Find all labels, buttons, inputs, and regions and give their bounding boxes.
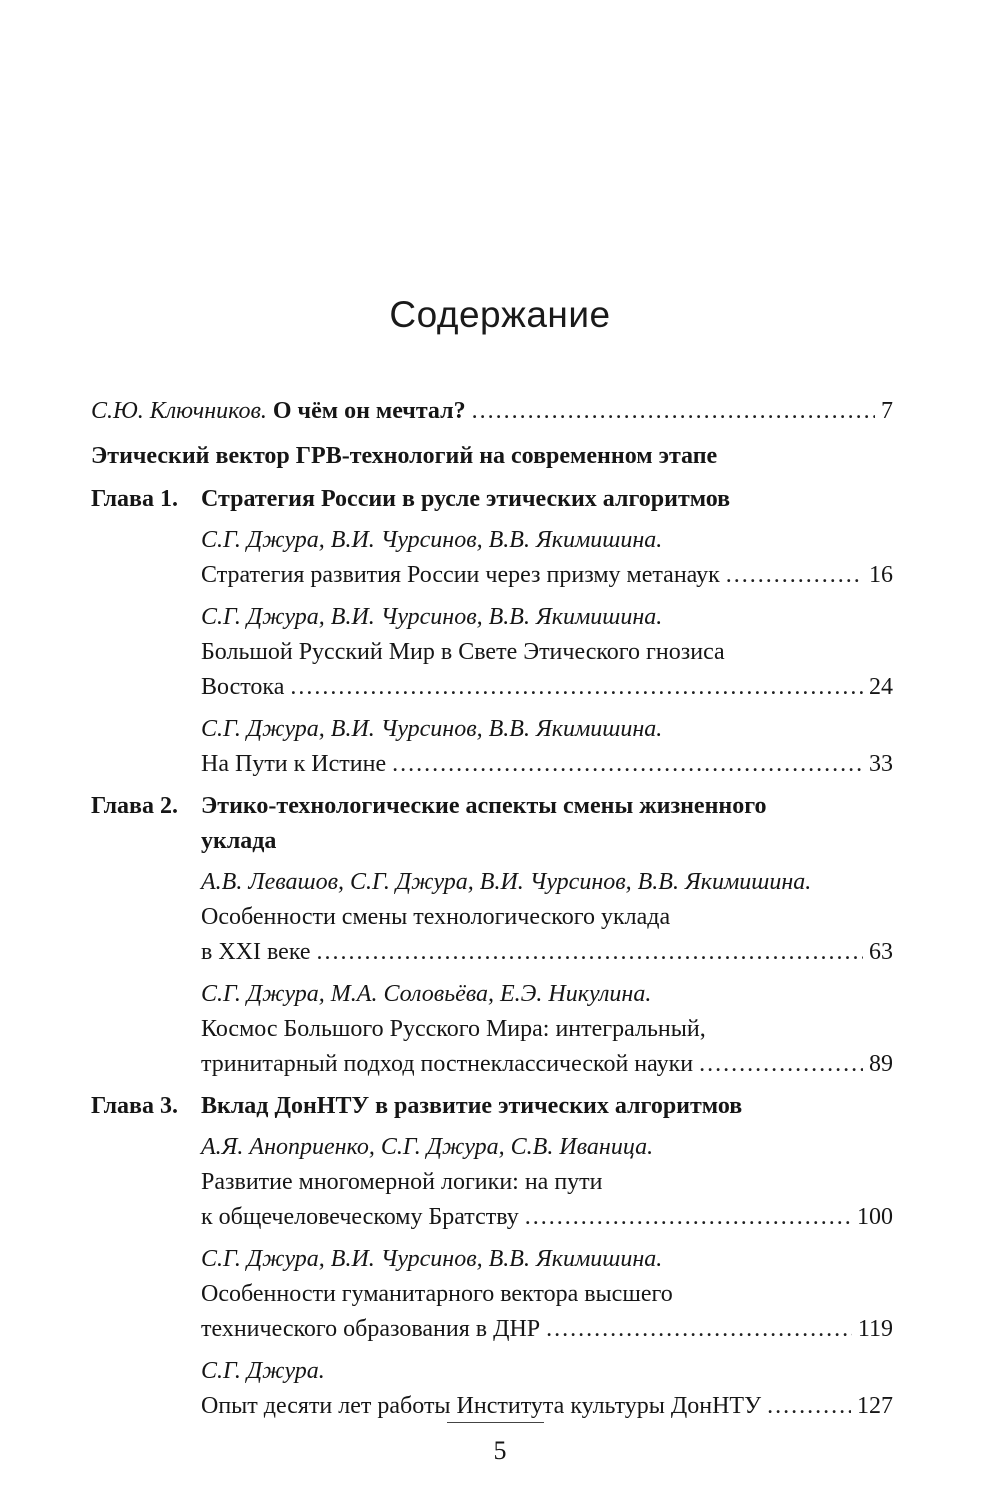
entry-authors: С.Г. Джура. (201, 1358, 325, 1384)
entry-title-line (201, 1389, 893, 1424)
entry-authors: С.Г. Джура, В.И. Чурсинов, В.В. Якимишина. (201, 527, 663, 553)
entry-authors: С.Г. Джура, В.И. Чурсинов, В.В. Якимишина. (201, 716, 663, 742)
chapter-number: Глава 2. (91, 793, 178, 819)
table-of-contents (91, 394, 893, 1431)
chapter-title: Вклад ДонНТУ в развитие этических алгоритмов (201, 1093, 743, 1119)
toc-intro-entry[interactable] (91, 394, 893, 429)
entry-page-number: 63 (869, 939, 893, 965)
entry-title: Особенности смены технологического уклада (201, 904, 671, 930)
entry-title-continued: в XXI веке (201, 939, 311, 965)
footer-divider (447, 1422, 544, 1423)
entry-title-line (201, 1047, 893, 1082)
entry-authors: А.В. Левашов, С.Г. Джура, В.И. Чурсинов, В.В. Якимишина. (201, 869, 812, 895)
entry-page-number: 119 (857, 1316, 893, 1342)
dot-leader (699, 1047, 863, 1082)
chapter-title: Стратегия России в русле этических алгоритмов (201, 486, 731, 512)
toc-entry[interactable] (201, 600, 893, 705)
dot-leader (726, 558, 863, 593)
entry-authors: С.Г. Джура, В.И. Чурсинов, В.В. Якимишина. (201, 604, 663, 630)
dot-leader (767, 1389, 851, 1424)
entry-page-number: 89 (869, 1051, 893, 1077)
page-title: Содержание (389, 294, 611, 335)
intro-text (91, 394, 466, 429)
chapter-1-heading[interactable] (91, 482, 893, 517)
entry-title-line (201, 1200, 893, 1235)
section-heading: Этический вектор ГРВ-технологий на современном этапе (91, 443, 718, 469)
toc-entry[interactable] (201, 977, 893, 1082)
entry-title: Развитие многомерной логики: на пути (201, 1169, 603, 1195)
chapter-number: Глава 1. (91, 486, 178, 512)
toc-entry[interactable] (201, 1242, 893, 1347)
toc-entry[interactable] (201, 712, 893, 782)
entry-title-continued: к общечеловеческому Братству (201, 1204, 519, 1230)
entry-title-line (201, 747, 893, 782)
intro-title: О чём он мечтал? (272, 398, 466, 424)
entry-title: Большой Русский Мир в Свете Этического гнозиса (201, 639, 725, 665)
toc-entry[interactable] (201, 1130, 893, 1235)
intro-author: С.Ю. Ключников. (91, 398, 267, 424)
entry-title: На Пути к Истине (201, 751, 387, 777)
chapter-3-heading[interactable] (91, 1089, 893, 1124)
chapter-title: Этико-технологические аспекты смены жизненного уклада (201, 793, 767, 854)
entry-title-line (201, 935, 893, 970)
entry-title: Стратегия развития России через призму метанаук (201, 562, 720, 588)
entry-title: Космос Большого Русского Мира: интегральный, (201, 1016, 706, 1042)
entry-page-number: 33 (869, 751, 893, 777)
dot-leader (290, 670, 863, 705)
chapter-2-heading[interactable] (91, 789, 893, 859)
entry-authors: А.Я. Аноприенко, С.Г. Джура, С.В. Иваница. (201, 1134, 654, 1160)
toc-entry[interactable] (201, 1354, 893, 1424)
dot-leader (525, 1200, 851, 1235)
dot-leader (472, 394, 875, 429)
dot-leader (546, 1312, 852, 1347)
entry-title-line (201, 1312, 893, 1347)
entry-page-number: 24 (869, 674, 893, 700)
toc-entry[interactable] (201, 865, 893, 970)
entry-title-line (201, 558, 893, 593)
chapter-number: Глава 3. (91, 1093, 178, 1119)
entry-title: Особенности гуманитарного вектора высшего (201, 1281, 673, 1307)
toc-entry[interactable] (201, 523, 893, 593)
entry-title-continued: Востока (201, 674, 285, 700)
entry-page-number: 16 (869, 562, 893, 588)
entry-title-continued: технического образования в ДНР (201, 1316, 541, 1342)
page-number: 5 (493, 1436, 507, 1465)
entry-authors: С.Г. Джура, М.А. Соловьёва, Е.Э. Никулина. (201, 981, 652, 1007)
entry-authors: С.Г. Джура, В.И. Чурсинов, В.В. Якимишина. (201, 1246, 663, 1272)
entry-page-number: 100 (857, 1204, 893, 1230)
entry-page-number: 127 (857, 1393, 893, 1419)
dot-leader (317, 935, 863, 970)
entry-title-continued: тринитарный подход постнеклассической науки (201, 1051, 694, 1077)
entry-title-line (201, 670, 893, 705)
dot-leader (392, 747, 863, 782)
intro-page-number: 7 (881, 398, 893, 424)
entry-title: Опыт десяти лет работы Института культуры ДонНТУ (201, 1393, 762, 1419)
